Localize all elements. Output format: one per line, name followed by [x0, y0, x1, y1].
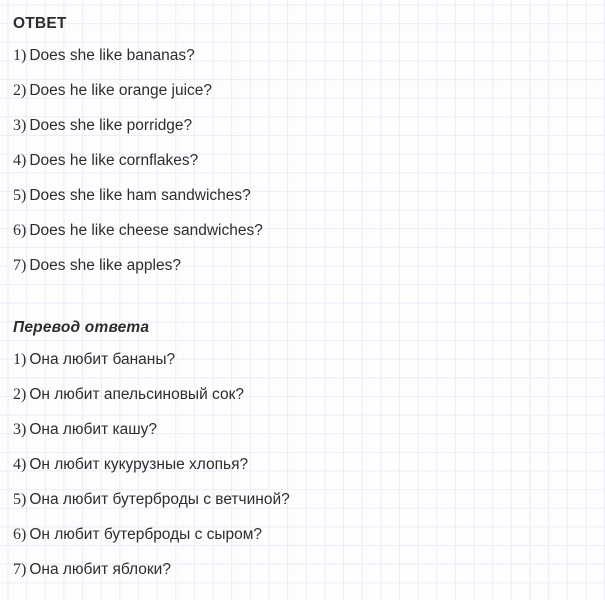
- translation-item-4: [13, 455, 595, 474]
- item-text: Она любит бутерброды с ветчиной?: [29, 491, 290, 508]
- item-number: 1): [13, 47, 27, 64]
- translation-item-3: [13, 420, 595, 439]
- item-number: 2): [13, 386, 27, 403]
- item-text: Она любит бананы?: [29, 351, 176, 368]
- translation-heading: Перевод ответа: [13, 319, 150, 336]
- answer-item-1: [13, 46, 595, 65]
- item-text: Does she like bananas?: [29, 47, 195, 64]
- item-number: 5): [13, 187, 27, 204]
- item-text: Does he like orange juice?: [29, 82, 212, 99]
- translation-item-1: [13, 350, 595, 369]
- translation-item-5: [13, 490, 595, 509]
- item-number: 4): [13, 152, 27, 169]
- answer-item-3: [13, 116, 595, 135]
- item-number: 7): [13, 561, 27, 578]
- answer-item-2: [13, 81, 595, 100]
- item-number: 1): [13, 351, 27, 368]
- translation-item-7: [13, 560, 595, 579]
- item-number: 6): [13, 526, 27, 543]
- item-number: 3): [13, 421, 27, 438]
- translation-item-6: [13, 525, 595, 544]
- item-number: 6): [13, 222, 27, 239]
- item-text: Он любит кукурузные хлопья?: [29, 456, 249, 473]
- translation-item-2: [13, 385, 595, 404]
- item-text: Does she like porridge?: [29, 117, 193, 134]
- item-number: 2): [13, 82, 27, 99]
- answer-item-6: [13, 221, 595, 240]
- item-number: 4): [13, 456, 27, 473]
- item-text: Он любит бутерброды с сыром?: [29, 526, 263, 543]
- item-text: Does she like apples?: [29, 257, 181, 274]
- item-text: Does he like cheese sandwiches?: [29, 222, 263, 239]
- answer-item-5: [13, 186, 595, 205]
- item-text: Она любит яблоки?: [29, 561, 171, 578]
- item-text: Does she like ham sandwiches?: [29, 187, 251, 204]
- translation-section: [13, 318, 595, 579]
- item-number: 5): [13, 491, 27, 508]
- answer-item-7: [13, 256, 595, 275]
- item-text: Он любит апельсиновый сок?: [29, 386, 244, 403]
- answer-section: [13, 14, 595, 275]
- answer-heading: ОТВЕТ: [13, 15, 67, 32]
- item-text: Она любит кашу?: [29, 421, 158, 438]
- item-number: 7): [13, 257, 27, 274]
- answer-item-4: [13, 151, 595, 170]
- item-number: 3): [13, 117, 27, 134]
- item-text: Does he like cornflakes?: [29, 152, 199, 169]
